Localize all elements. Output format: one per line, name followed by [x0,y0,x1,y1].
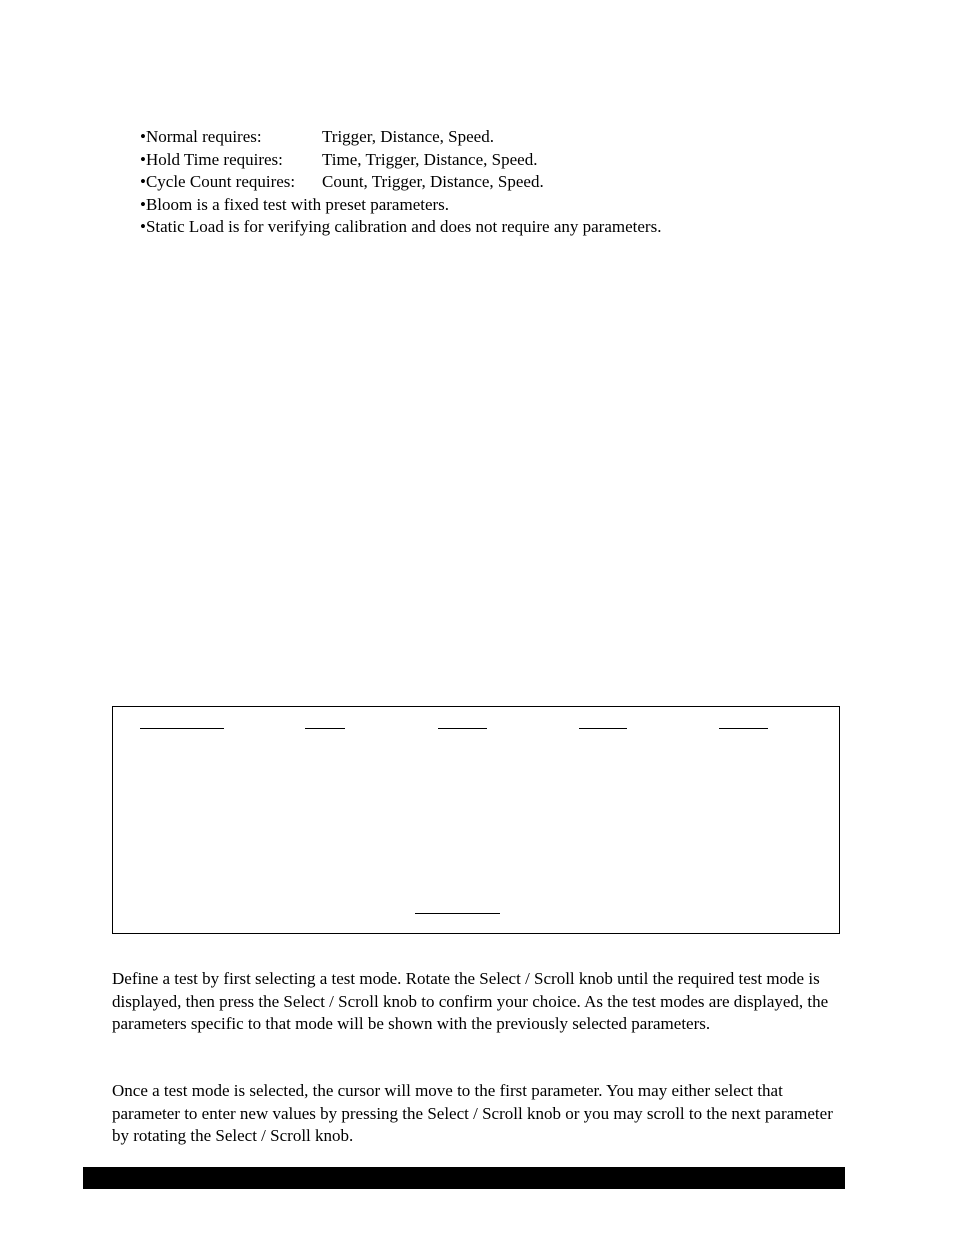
note-static-load: •Static Load is for verifying calibration and does not require any parameters. [140,217,662,236]
instruction-paragraph-select-parameter: Once a test mode is selected, the cursor will move to the first parameter. You may either select that parameter to enter new values by pressing the Select / Scroll knob or you may scroll to the next parameter by rotating the Select / Scroll knob. [112,1081,833,1145]
note-bloom: •Bloom is a fixed test with preset parameters. [140,194,450,214]
requirement-label: •Cycle Count requires: [140,172,296,191]
field-underline-param-2 [438,728,487,729]
test-mode-requirements [140,126,840,239]
field-underline-param-4 [719,728,768,729]
requirement-cycle-count [140,171,840,194]
requirement-label: •Hold Time requires: [140,149,283,169]
field-underline-bottom [415,913,500,914]
requirement-normal [140,126,840,149]
field-underline-param-1 [305,728,345,729]
requirement-label: •Normal requires: [140,127,262,146]
requirement-value: Trigger, Distance, Speed. [322,127,494,146]
display-screen-box [112,706,840,934]
requirement-value: Time, Trigger, Distance, Speed. [322,149,538,169]
footer-bar [83,1167,845,1189]
field-underline-param-3 [579,728,627,729]
instruction-paragraph-define-test: Define a test by first selecting a test mode. Rotate the Select / Scroll knob until the required test mode is displayed, then press the Select / Scroll knob to confirm your choice. As the test modes are displayed, the parameters specific to that mode will be shown with the previously selected parameters. [112,969,829,1033]
requirement-hold-time [140,149,840,172]
field-underline-mode [140,728,224,729]
requirement-value: Count, Trigger, Distance, Speed. [322,172,544,191]
